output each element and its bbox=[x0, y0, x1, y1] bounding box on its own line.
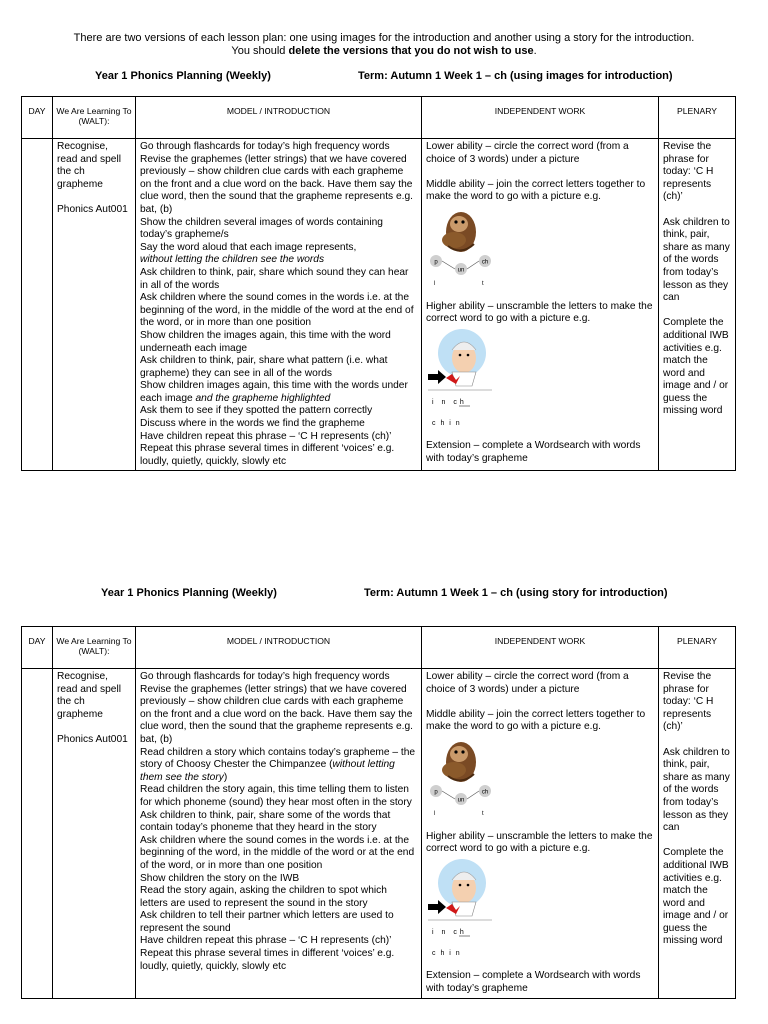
scrambled-letters: i n ch bbox=[432, 928, 467, 936]
col-walt: We Are Learning To (WALT): bbox=[53, 627, 136, 669]
intro-line-1: There are two versions of each lesson plan: one using images for the introduction and another using a story for the introduction. bbox=[73, 32, 695, 44]
plenary-iwb-activities: Complete the additional IWB activities e.g. match the word and image and / or guess the missing word bbox=[663, 317, 729, 417]
plan1-plenary-cell bbox=[659, 139, 736, 471]
model-step bbox=[140, 443, 417, 468]
model-step-text: Show the children several images of words containing today’s grapheme/s bbox=[140, 216, 383, 241]
plan1-heading-term: Term: Autumn 1 Week 1 – ch (using images for introduction) bbox=[358, 70, 673, 82]
model-step bbox=[140, 380, 417, 405]
col-plenary: PLENARY bbox=[659, 627, 736, 669]
letter-un: un bbox=[457, 797, 465, 804]
model-step-italic: and the grapheme highlighted bbox=[195, 392, 331, 404]
middle-ability: Middle ability – join the correct letters together to make the word to go with a picture e.g. bbox=[426, 708, 646, 733]
plan2-model-list bbox=[140, 671, 417, 973]
plan1-header-row bbox=[22, 97, 736, 139]
model-step bbox=[140, 935, 417, 948]
model-step-italic: without letting the children see the words bbox=[140, 254, 325, 266]
intro-line-2-pre: You should bbox=[231, 45, 289, 57]
plan2-table bbox=[21, 626, 736, 999]
plan1-model-cell bbox=[136, 139, 422, 471]
model-step-text: Revise the graphemes (letter strings) that we have covered previously – show children clue cards with each grapheme on the front and a clue word on the back. Have them say the clue word, then the sound that the grapheme represents e.g. bat, (b) bbox=[140, 683, 413, 745]
plan1-body-row bbox=[22, 139, 736, 471]
plan2-walt-cell bbox=[53, 669, 136, 999]
lower-ability: Lower ability – circle the correct word (from a choice of 3 words) under a picture bbox=[426, 141, 629, 165]
plan1-walt-cell bbox=[53, 139, 136, 471]
walt-objective: Recognise, read and spell the ch grapheme bbox=[57, 671, 122, 720]
model-step bbox=[140, 292, 417, 330]
letter-t: t bbox=[482, 810, 484, 817]
walt-code: Phonics Aut001 bbox=[57, 203, 128, 215]
model-step-italic: without letting them see the story bbox=[140, 759, 395, 783]
letter-p: p bbox=[434, 259, 438, 266]
intro-line-2-bold: delete the versions that you do not wish to use bbox=[288, 45, 534, 57]
model-step-text: Have children repeat this phrase – ‘C H represents (ch)’ bbox=[140, 430, 392, 442]
model-step bbox=[140, 217, 417, 242]
unscrambled-letters: c h i n bbox=[432, 419, 462, 427]
model-step bbox=[140, 671, 417, 684]
plan2-model-cell bbox=[136, 669, 422, 999]
plan2-plenary-cell bbox=[659, 669, 736, 999]
model-step bbox=[140, 254, 417, 267]
col-model: MODEL / INTRODUCTION bbox=[136, 627, 422, 669]
model-step bbox=[140, 885, 417, 910]
letter-ch: ch bbox=[481, 789, 489, 796]
model-step-text: Read children a story which contains today’s grapheme – the story of Choosy Chester the Chimpanzee ( bbox=[140, 746, 416, 771]
plan2-heading-term: Term: Autumn 1 Week 1 – ch (using story for introduction) bbox=[364, 587, 668, 599]
chimp-puzzle-image bbox=[426, 736, 496, 818]
model-step-text: Say the word aloud that each image represents, bbox=[140, 241, 357, 253]
col-plenary: PLENARY bbox=[659, 97, 736, 139]
model-step bbox=[140, 330, 417, 355]
model-step bbox=[140, 154, 417, 217]
col-independent: INDEPENDENT WORK bbox=[422, 97, 659, 139]
model-step-text: Ask children to think, pair, share what pattern (i.e. what grapheme) they can see in all of the words bbox=[140, 355, 388, 379]
col-model: MODEL / INTRODUCTION bbox=[136, 97, 422, 139]
plan2-body-row bbox=[22, 669, 736, 999]
plenary-phrase: Revise the phrase for today: ‘C H represents (ch)’ bbox=[663, 671, 714, 733]
model-step-text: Show children the images again, this time with the word underneath each image bbox=[140, 329, 391, 354]
chin-puzzle-image bbox=[426, 858, 496, 958]
model-step-text: Ask children to think, pair, share which sound they can hear in all of the words bbox=[140, 266, 409, 291]
intro-note bbox=[0, 32, 768, 58]
letter-un: un bbox=[457, 267, 465, 274]
scrambled-letters: i n ch bbox=[432, 398, 467, 406]
plan2-header-row bbox=[22, 627, 736, 669]
letter-p: p bbox=[434, 789, 438, 796]
model-step bbox=[140, 747, 417, 785]
plan1-model-list bbox=[140, 141, 417, 468]
walt-code: Phonics Aut001 bbox=[57, 733, 128, 745]
plan1-heading-title: Year 1 Phonics Planning (Weekly) bbox=[95, 70, 271, 82]
model-step-text-end: ) bbox=[223, 771, 228, 783]
model-step bbox=[140, 873, 417, 886]
model-step-text: Go through flashcards for today’s high frequency words bbox=[140, 671, 390, 682]
letter-l: l bbox=[434, 810, 436, 817]
plan2-heading-title: Year 1 Phonics Planning (Weekly) bbox=[101, 587, 277, 599]
model-step-text: Read the story again, asking the children to spot which letters are used to represent the sound in the story bbox=[140, 885, 387, 909]
model-step bbox=[140, 784, 417, 809]
lower-ability: Lower ability – circle the correct word (from a choice of 3 words) under a picture bbox=[426, 671, 629, 695]
model-step bbox=[140, 405, 417, 418]
model-step-text: Ask children where the sound comes in the words i.e. at the beginning of the word, in the middle of the word at the end of the word, or in more than one position bbox=[140, 292, 414, 329]
plan2-day-cell bbox=[22, 669, 53, 999]
plan2-independent-cell bbox=[422, 669, 659, 999]
model-step-text: Ask children to think, pair, share some of the words that contain today’s phoneme that they heard in the story bbox=[140, 809, 391, 834]
letter-ch: ch bbox=[481, 259, 489, 266]
model-step-text: Read children the story again, this time telling them to listen for which phoneme (sound) they hear most often in the story bbox=[140, 784, 412, 808]
plan1-table bbox=[21, 96, 736, 471]
extension-task: Extension – complete a Wordsearch with words with today’s grapheme bbox=[426, 440, 641, 464]
model-step-text: Show children images again, this time with the words under each image bbox=[140, 380, 408, 404]
model-step-text: Discuss where in the words we find the grapheme bbox=[140, 418, 365, 430]
plenary-iwb-activities: Complete the additional IWB activities e.g. match the word and image and / or guess the missing word bbox=[663, 847, 729, 947]
model-step-text: Repeat this phrase several times in different ‘voices’ e.g. loudly, quietly, quickly, slowly etc bbox=[140, 948, 395, 972]
plan1-day-cell bbox=[22, 139, 53, 471]
intro-line-2-post: . bbox=[533, 45, 537, 57]
model-step-text: Show children the story on the IWB bbox=[140, 872, 300, 884]
model-step bbox=[140, 141, 417, 154]
model-step-text: Ask them to see if they spotted the pattern correctly bbox=[140, 405, 373, 417]
col-walt: We Are Learning To (WALT): bbox=[53, 97, 136, 139]
higher-ability: Higher ability – unscramble the letters to make the correct word to go with a picture e.g. bbox=[426, 830, 653, 855]
plenary-think-pair-share: Ask children to think, pair, share as many of the words from today’s lesson as they can bbox=[663, 216, 730, 304]
col-independent: INDEPENDENT WORK bbox=[422, 627, 659, 669]
col-day: DAY bbox=[22, 627, 53, 669]
model-step bbox=[140, 684, 417, 747]
plenary-think-pair-share: Ask children to think, pair, share as many of the words from today’s lesson as they can bbox=[663, 746, 730, 834]
model-step bbox=[140, 835, 417, 873]
model-step-text: Go through flashcards for today’s high frequency words bbox=[140, 141, 390, 152]
model-step-text: Revise the graphemes (letter strings) that we have covered previously – show children clue cards with each grapheme on the front and a clue word on the back. Have them say the clue word, then the sound that the grapheme represents e.g. bat, (b) bbox=[140, 153, 413, 215]
letter-t: t bbox=[482, 280, 484, 287]
unscrambled-letters: c h i n bbox=[432, 949, 462, 957]
walt-objective: Recognise, read and spell the ch grapheme bbox=[57, 141, 122, 190]
model-step-text: Have children repeat this phrase – ‘C H represents (ch)’ bbox=[140, 935, 392, 947]
model-step bbox=[140, 948, 417, 973]
model-step bbox=[140, 355, 417, 380]
col-day: DAY bbox=[22, 97, 53, 139]
model-step bbox=[140, 418, 417, 431]
plan1-independent-cell bbox=[422, 139, 659, 471]
model-step-text: Repeat this phrase several times in different ‘voices’ e.g. loudly, quietly, quickly, slowly etc bbox=[140, 443, 395, 467]
middle-ability: Middle ability – join the correct letters together to make the word to go with a picture e.g. bbox=[426, 178, 646, 203]
model-step bbox=[140, 910, 417, 935]
extension-task: Extension – complete a Wordsearch with words with today’s grapheme bbox=[426, 970, 641, 994]
model-step bbox=[140, 431, 417, 444]
model-step bbox=[140, 810, 417, 835]
model-step bbox=[140, 267, 417, 292]
model-step-text: Ask children where the sound comes in the words i.e. at the beginning of the word, in the middle of the word or at the end of the word, or in more than one position bbox=[140, 834, 415, 871]
model-step bbox=[140, 242, 417, 255]
intro-line-2 bbox=[0, 45, 768, 58]
chin-puzzle-image bbox=[426, 328, 496, 428]
model-step-text: Ask children to tell their partner which letters are used to represent the sound bbox=[140, 910, 394, 934]
letter-l: l bbox=[434, 280, 436, 287]
plenary-phrase: Revise the phrase for today: ‘C H represents (ch)’ bbox=[663, 141, 714, 203]
higher-ability: Higher ability – unscramble the letters to make the correct word to go with a picture e.g. bbox=[426, 300, 653, 325]
chimp-puzzle-image bbox=[426, 206, 496, 288]
